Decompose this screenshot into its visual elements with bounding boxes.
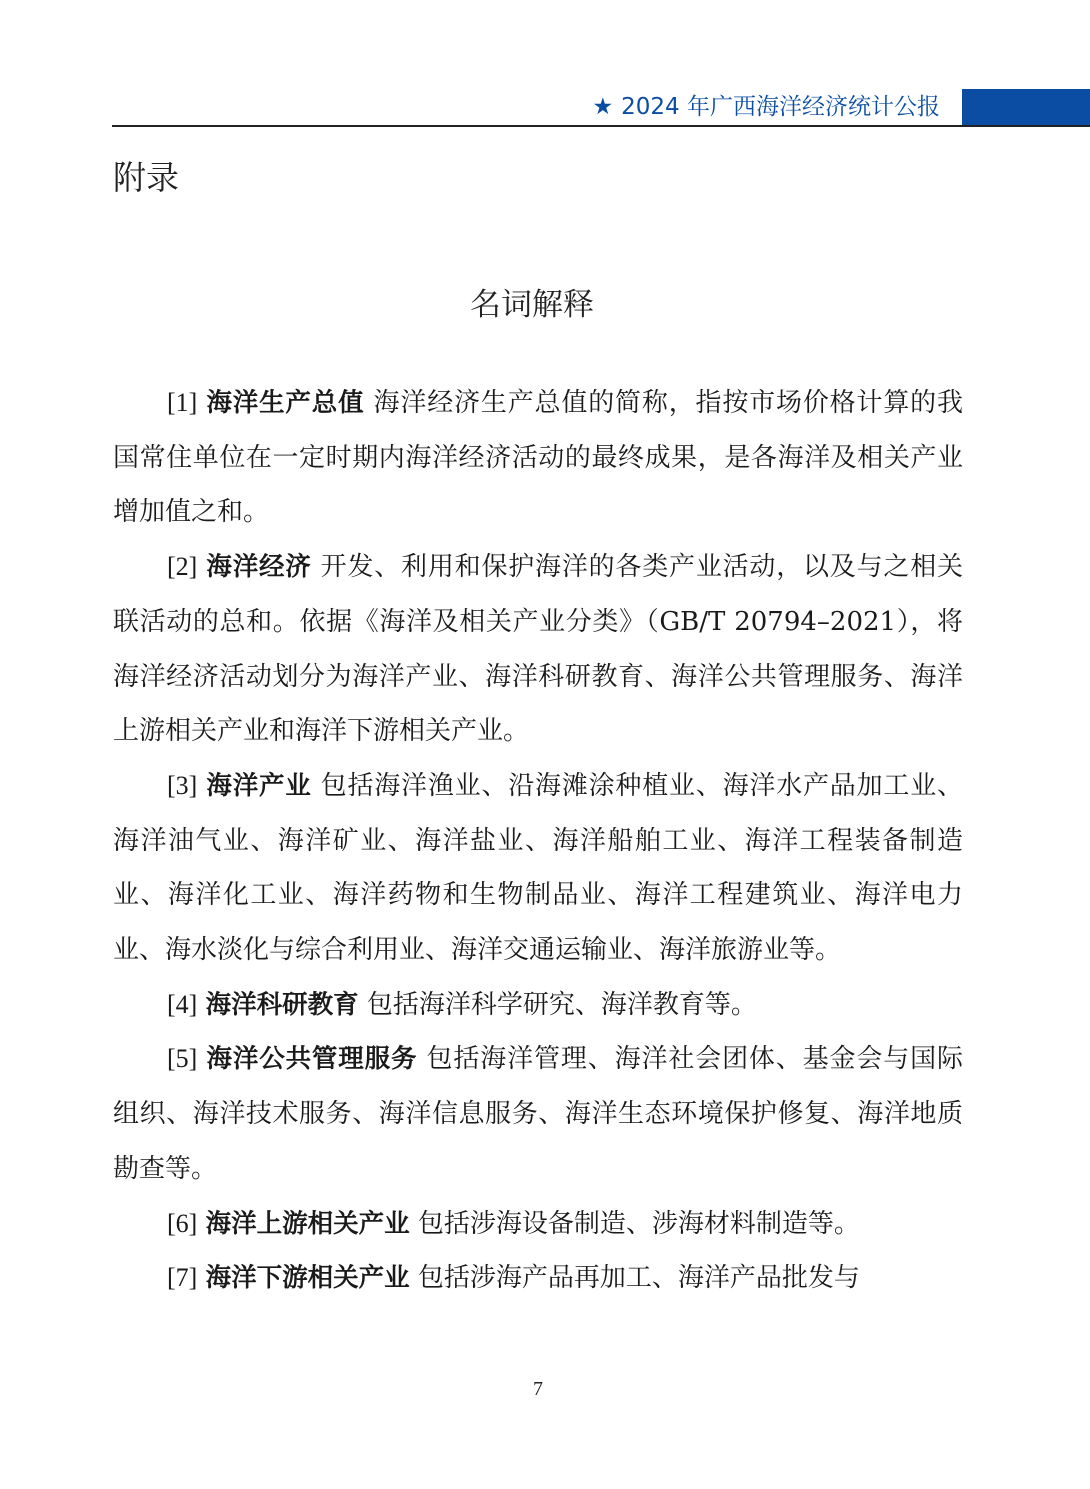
glossary-entry	[113, 1197, 963, 1252]
glossary-entry	[113, 1032, 963, 1196]
entry-term: 海洋下游相关产业	[205, 1263, 410, 1294]
entry-definition: 包括海洋科学研究、海洋教育等。	[366, 989, 757, 1020]
entry-definition: 包括涉海产品再加工、海洋产品批发与	[417, 1263, 860, 1294]
entry-definition: 包括海洋渔业、沿海滩涂种植业、海洋水产品加工业、海洋油气业、海洋矿业、海洋盐业、海洋船舶工业、海洋工程装备制造业、海洋化工业、海洋药物和生物制品业、海洋工程建筑业、海洋电力业、海水淡化与综合利用业、海洋交通运输业、海洋旅游业等。	[113, 770, 963, 966]
page-title: 名词解释	[470, 287, 594, 323]
entry-number: [7]	[167, 1263, 198, 1293]
entry-definition: 开发、利用和保护海洋的各类产业活动，以及与之相关联活动的总和。依据《海洋及相关产业分类》（GB/T 20794–2021），将海洋经济活动划分为海洋产业、海洋科研教育、海洋公共管理服务、海洋上游相关产业和海洋下游相关产业。	[113, 552, 963, 747]
glossary-body	[113, 376, 963, 1306]
entry-definition: 海洋经济生产总值的简称，指按市场价格计算的我国常住单位在一定时期内海洋经济活动的最终成果，是各海洋及相关产业增加值之和。	[113, 388, 964, 528]
entry-number: [4]	[167, 989, 198, 1019]
entry-number: [2]	[167, 552, 198, 582]
entry-number: [5]	[167, 1044, 198, 1074]
glossary-entry	[113, 376, 963, 540]
glossary-entry	[113, 1251, 963, 1306]
glossary-entry	[113, 978, 963, 1033]
entry-term: 海洋生产总值	[206, 388, 365, 418]
entry-definition: 包括涉海设备制造、涉海材料制造等。	[417, 1208, 860, 1239]
entry-number: [1]	[167, 388, 198, 417]
section-label: 附录	[113, 158, 179, 197]
entry-number: [3]	[167, 770, 198, 800]
entry-term: 海洋科研教育	[205, 989, 359, 1020]
report-header-title	[560, 90, 940, 124]
report-title-text: 2024 年广西海洋经济统计公报	[621, 94, 940, 120]
glossary-entry	[113, 540, 963, 759]
entry-term: 海洋公共管理服务	[206, 1044, 418, 1075]
entry-definition: 包括海洋管理、海洋社会团体、基金会与国际组织、海洋技术服务、海洋信息服务、海洋生态环境保护修复、海洋地质勘查等。	[113, 1044, 963, 1184]
glossary-entry	[113, 759, 963, 978]
star-icon: ★	[592, 94, 614, 120]
entry-term: 海洋产业	[206, 770, 312, 801]
entry-number: [6]	[167, 1208, 198, 1238]
entry-term: 海洋上游相关产业	[205, 1208, 410, 1239]
entry-term: 海洋经济	[206, 552, 312, 583]
header-accent-bar	[962, 89, 1090, 126]
page-number: 7	[533, 1378, 543, 1400]
header-divider	[112, 125, 1090, 127]
